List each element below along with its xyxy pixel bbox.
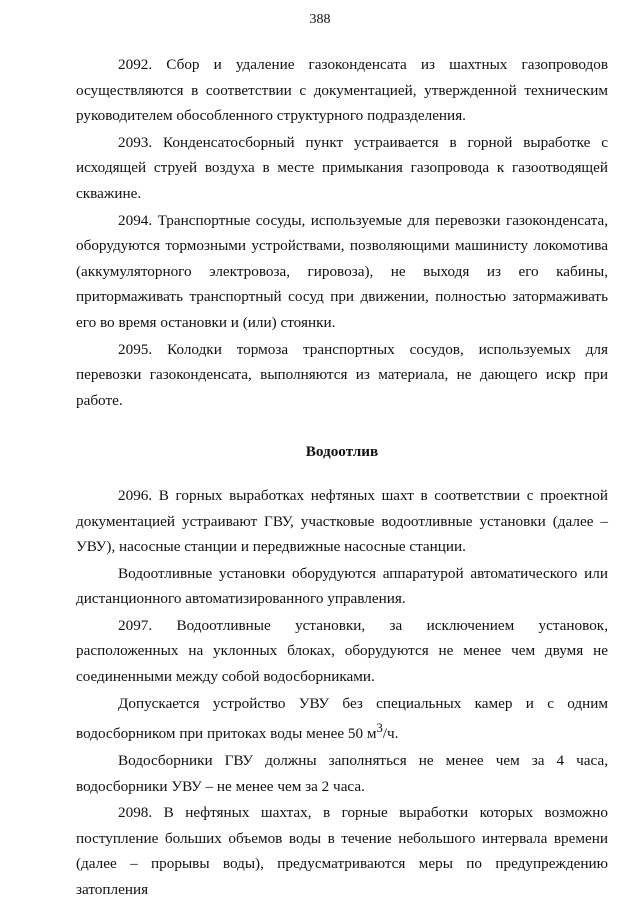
- page-number: 388: [309, 12, 331, 27]
- uvu-text-after: /ч.: [382, 725, 399, 743]
- page-content: [76, 52, 608, 902]
- uvu-text-before: Допускается устройство УВУ без специальных камер и с одним водосборником при притоках воды менее 50 м: [76, 694, 608, 743]
- paragraph-2097: 2097. Водоотливные установки, за исключением установок, расположенных на уклонных блоках, оборудуются не менее чем двумя не соединенными между собой водосборниками.: [76, 616, 608, 686]
- section-heading: Водоотлив: [305, 443, 379, 461]
- paragraph-2094: 2094. Транспортные сосуды, используемые для перевозки газоконденсата, оборудуются тормозными устройствами, позволяющими машинисту локомотива (аккумуляторного электровоза, гировоза), не выходя из его кабины, притормаживать транспортный сосуд при движении, полностью затормаживать его во время остановки и (или) стоянки.: [76, 211, 608, 331]
- paragraph-2096: 2096. В горных выработках нефтяных шахт в соответствии с проектной документацией устраивают ГВУ, участковые водоотливные установки (далее – УВУ), насосные станции и передвижные насосные станции.: [76, 486, 608, 556]
- paragraph-2096-equipment: Водоотливные установки оборудуются аппаратурой автоматического или дистанционного автоматизированного управления.: [76, 564, 608, 608]
- paragraph-2093: 2093. Конденсатосборный пункт устраивается в горной выработке с исходящей струей воздуха в месте примыкания газопровода к газоотводящей скважине.: [76, 133, 608, 202]
- paragraph-2097-uvu: [76, 691, 608, 747]
- paragraph-2092: 2092. Сбор и удаление газоконденсата из шахтных газопроводов осуществляются в соответствии с документацией, утвержденной техническим руководителем обособленного структурного подразделения.: [76, 56, 608, 125]
- paragraph-2098: 2098. В нефтяных шахтах, в горные выработки которых возможно поступление больших объемов воды в течение небольшого интервала времени (далее – прорывы воды), предусматриваются меры по предупреждению затопления: [76, 804, 608, 898]
- paragraph-2095: 2095. Колодки тормоза транспортных сосудов, используемых для перевозки газоконденсата, выполняются из материала, не дающего искр при работе.: [76, 340, 608, 409]
- uvu-superscript: 3: [376, 721, 383, 736]
- paragraph-2097-sumps: Водосборники ГВУ должны заполняться не менее чем за 4 часа, водосборники УВУ – не менее чем за 2 часа.: [76, 751, 608, 795]
